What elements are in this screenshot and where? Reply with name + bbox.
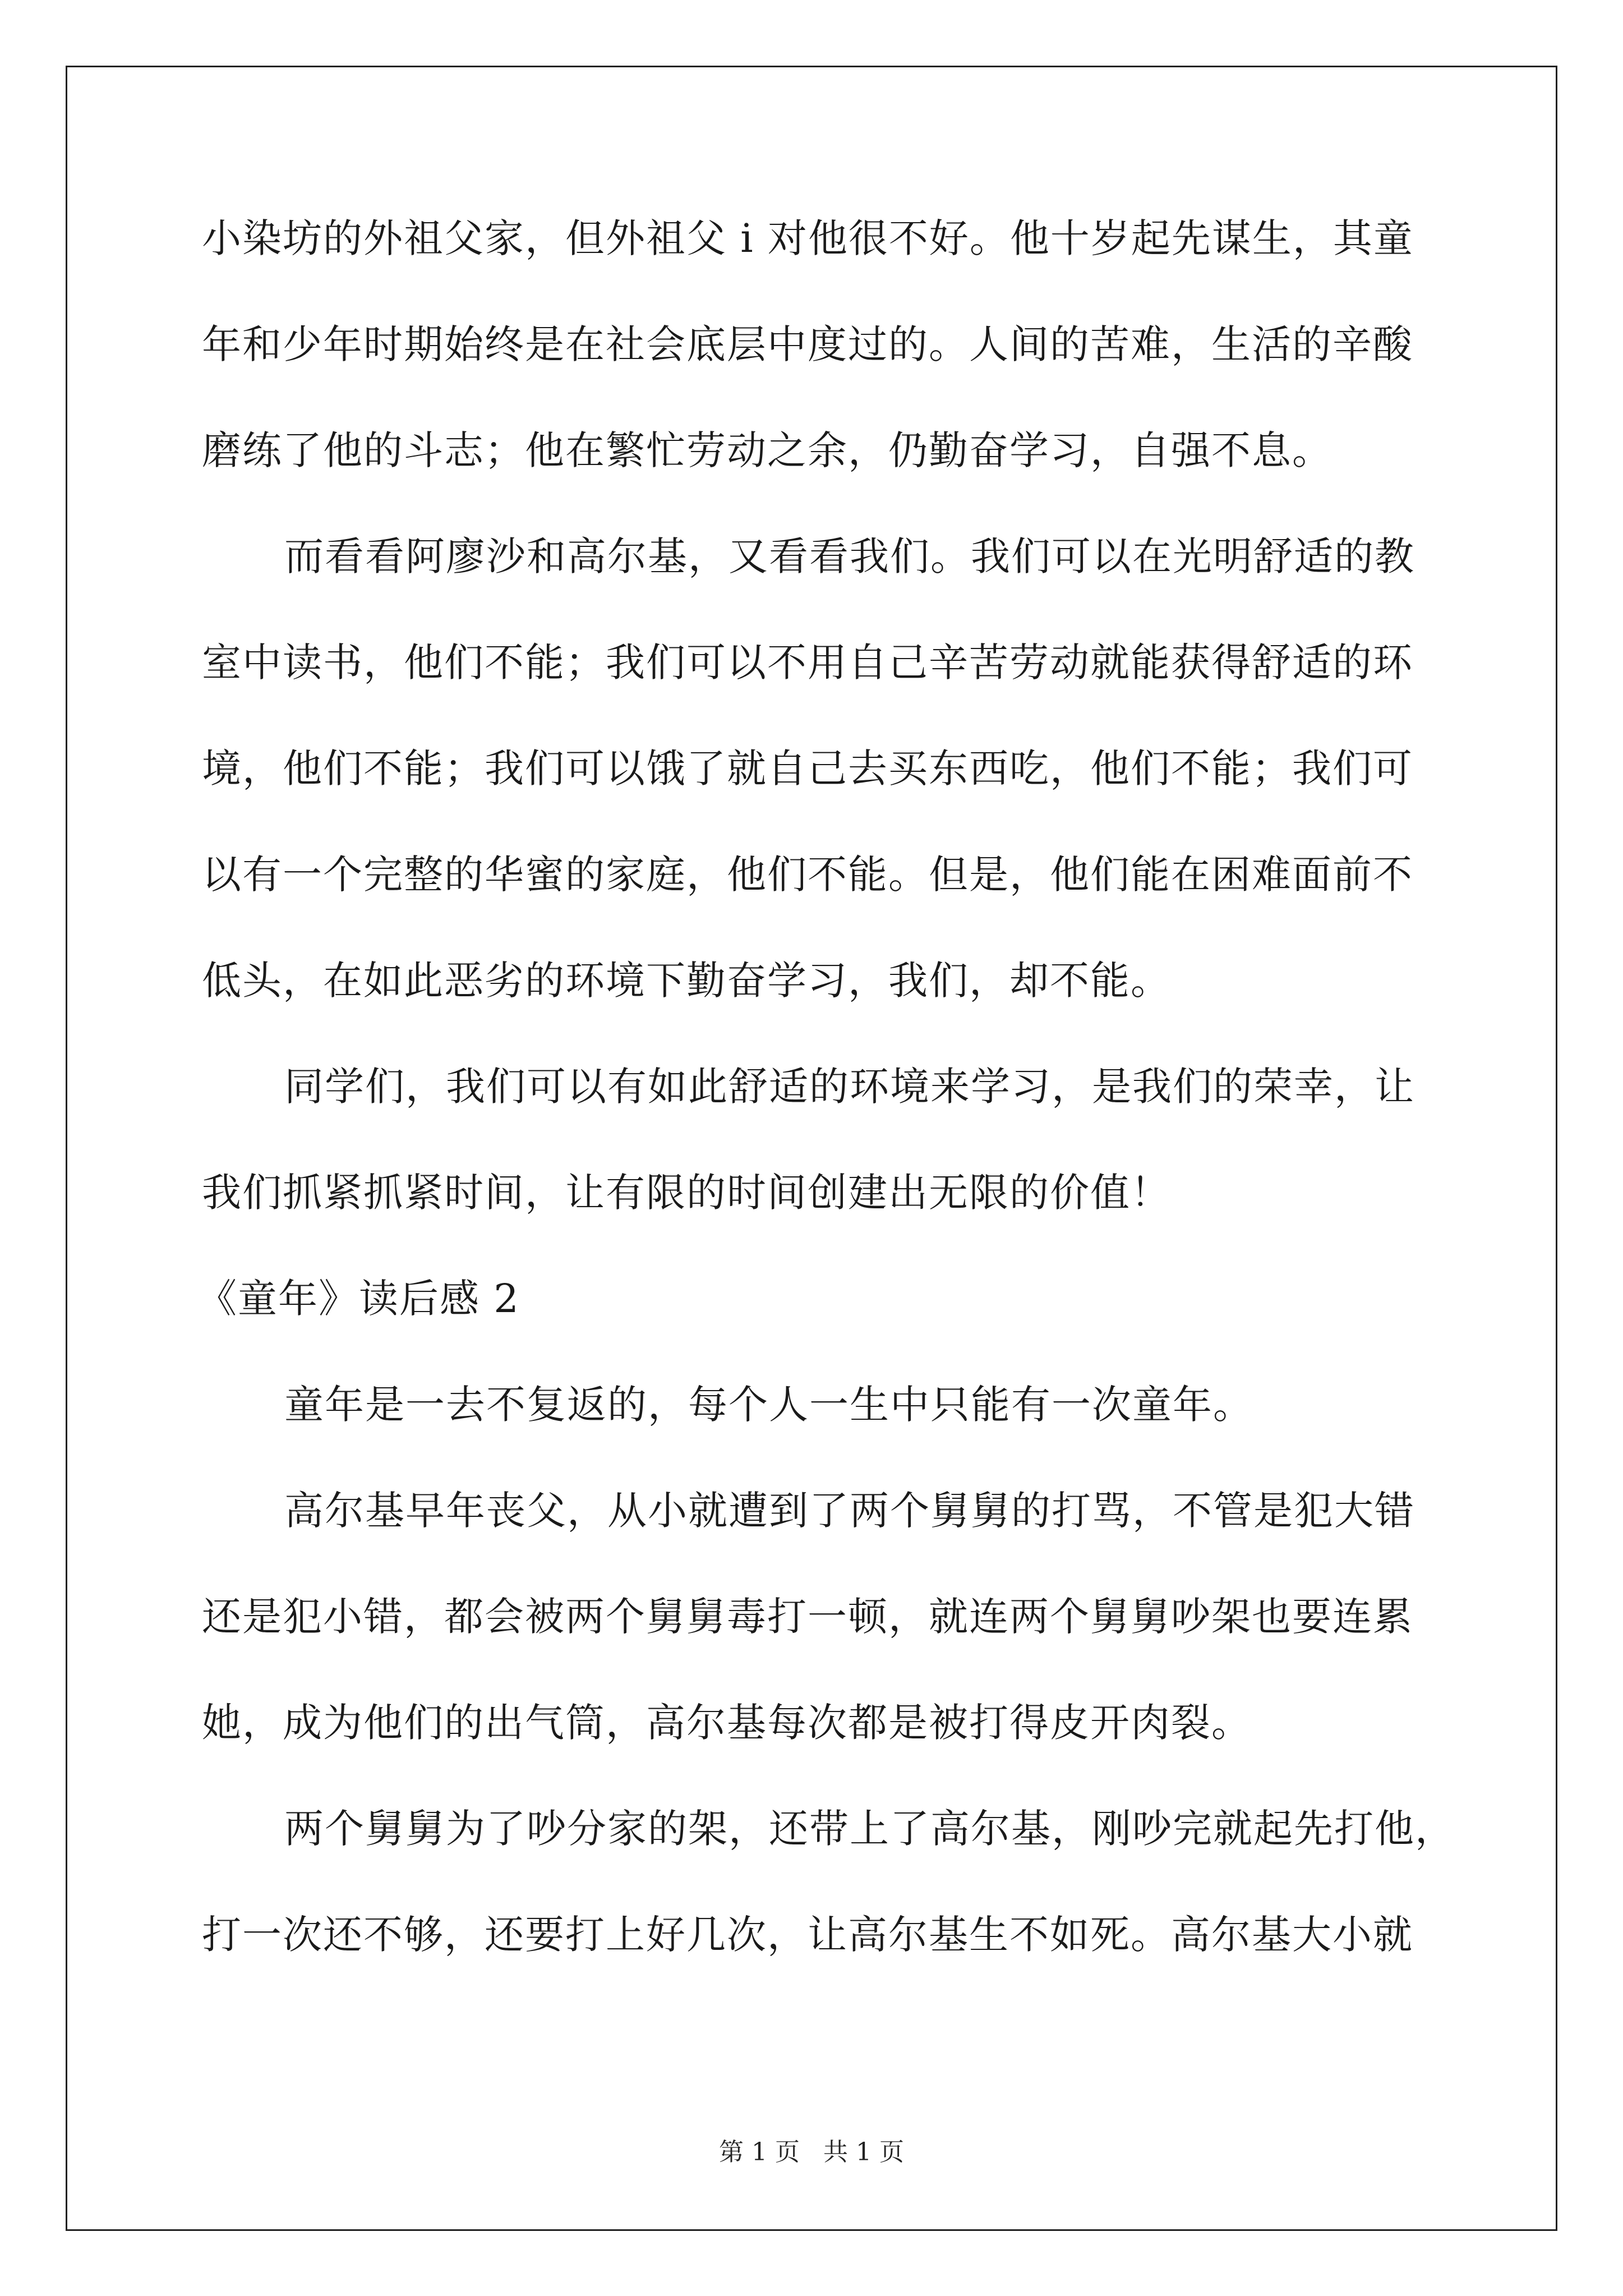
paragraph-start-line: 而看看阿廖沙和高尔基，又看看我们。我们可以在光明舒适的教: [284, 533, 1415, 579]
text-line: 小染坊的外祖父家，但外祖父 i 对他很不好。他十岁起先谋生，其童: [202, 215, 1414, 261]
text-line: 以有一个完整的华蜜的家庭，他们不能。但是，他们能在困难面前不: [202, 852, 1413, 898]
paragraph-start-line: 童年是一去不复返的，每个人一生中只能有一次童年。: [284, 1382, 1253, 1428]
text-line: 室中读书，他们不能；我们可以不用自己辛苦劳动就能获得舒适的环: [202, 639, 1413, 685]
paragraph-start-line: 同学们，我们可以有如此舒适的环境来学习，是我们的荣幸，让: [284, 1064, 1415, 1110]
text-line: 年和少年时期始终是在社会底层中度过的。人间的苦难，生活的辛酸: [202, 321, 1413, 367]
text-line: 低头，在如此恶劣的环境下勤奋学习，我们，却不能。: [202, 958, 1171, 1004]
text-line: 打一次还不够，还要打上好几次，让高尔基生不如死。高尔基大小就: [202, 1912, 1413, 1958]
document-body: [197, 215, 1455, 2021]
text-line: 还是犯小错，都会被两个舅舅毒打一顿，就连两个舅舅吵架也要连累: [202, 1594, 1413, 1640]
text-line: 我们抓紧抓紧时间，让有限的时间创建出无限的价值！: [202, 1170, 1171, 1216]
page-footer: 第 1 页 共 1 页: [719, 2138, 904, 2166]
text-line: 她，成为他们的出气筒，高尔基每次都是被打得皮开肉裂。: [202, 1700, 1252, 1746]
section-heading: 《童年》读后感 2: [197, 1276, 520, 1322]
text-line: 磨练了他的斗志；他在繁忙劳动之余，仍勤奋学习，自强不息。: [202, 427, 1332, 473]
paragraph-start-line: 两个舅舅为了吵分家的架，还带上了高尔基，刚吵完就起先打他，: [284, 1806, 1455, 1852]
paragraph-start-line: 高尔基早年丧父，从小就遭到了两个舅舅的打骂，不管是犯大错: [284, 1488, 1415, 1534]
text-line: 境，他们不能；我们可以饿了就自己去买东西吃，他们不能；我们可: [202, 746, 1413, 792]
